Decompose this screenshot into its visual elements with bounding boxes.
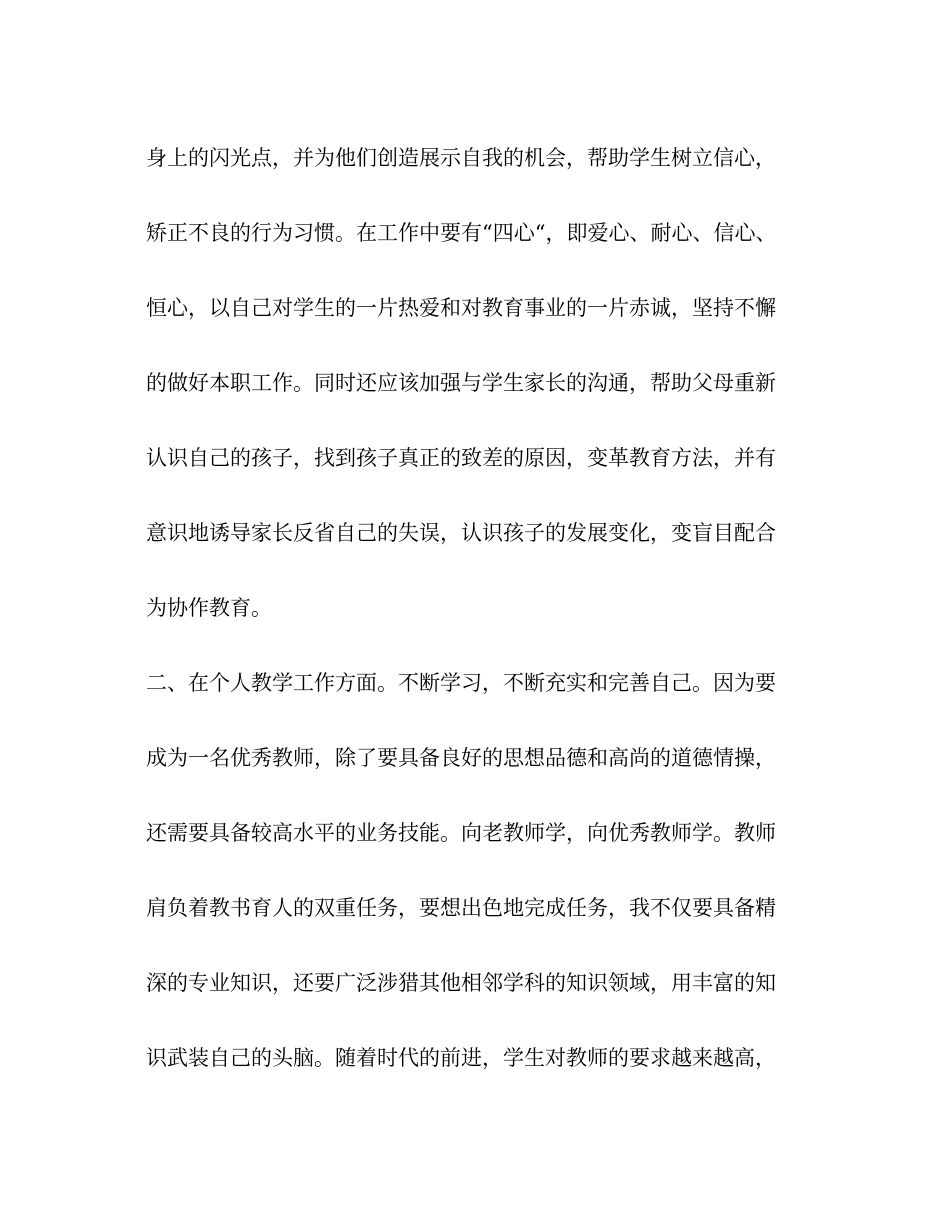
text-line-8: 二、在个人教学工作方面。不断学习，不断充实和完善自己。因为要 xyxy=(146,671,776,695)
text-line-7: 为协作教育。 xyxy=(146,596,272,620)
text-line-11: 肩负着教书育人的双重任务，要想出色地完成任务，我不仅要具备精 xyxy=(146,896,776,920)
text-line-5: 认识自己的孩子，找到孩子真正的致差的原因，变革教育方法，并有 xyxy=(146,446,776,470)
text-line-1: 身上的闪光点，并为他们创造展示自我的机会，帮助学生树立信心， xyxy=(146,146,776,170)
text-line-3: 恒心，以自己对学生的一片热爱和对教育事业的一片赤诚，坚持不懈 xyxy=(146,296,776,320)
text-line-13: 识武装自己的头脑。随着时代的前进，学生对教师的要求越来越高， xyxy=(146,1046,776,1070)
text-line-2: 矫正不良的行为习惯。在工作中要有“四心“，即爱心、耐心、信心、 xyxy=(146,221,777,245)
text-line-9: 成为一名优秀教师，除了要具备良好的思想品德和高尚的道德情操， xyxy=(146,746,776,770)
text-line-4: 的做好本职工作。同时还应该加强与学生家长的沟通，帮助父母重新 xyxy=(146,371,776,395)
body-text xyxy=(146,130,806,1105)
text-line-12: 深的专业知识，还要广泛涉猎其他相邻学科的知识领域，用丰富的知 xyxy=(146,971,776,995)
text-line-6: 意识地诱导家长反省自己的失误，认识孩子的发展变化，变盲目配合 xyxy=(146,521,776,545)
text-line-10: 还需要具备较高水平的业务技能。向老教师学，向优秀教师学。教师 xyxy=(146,821,776,845)
